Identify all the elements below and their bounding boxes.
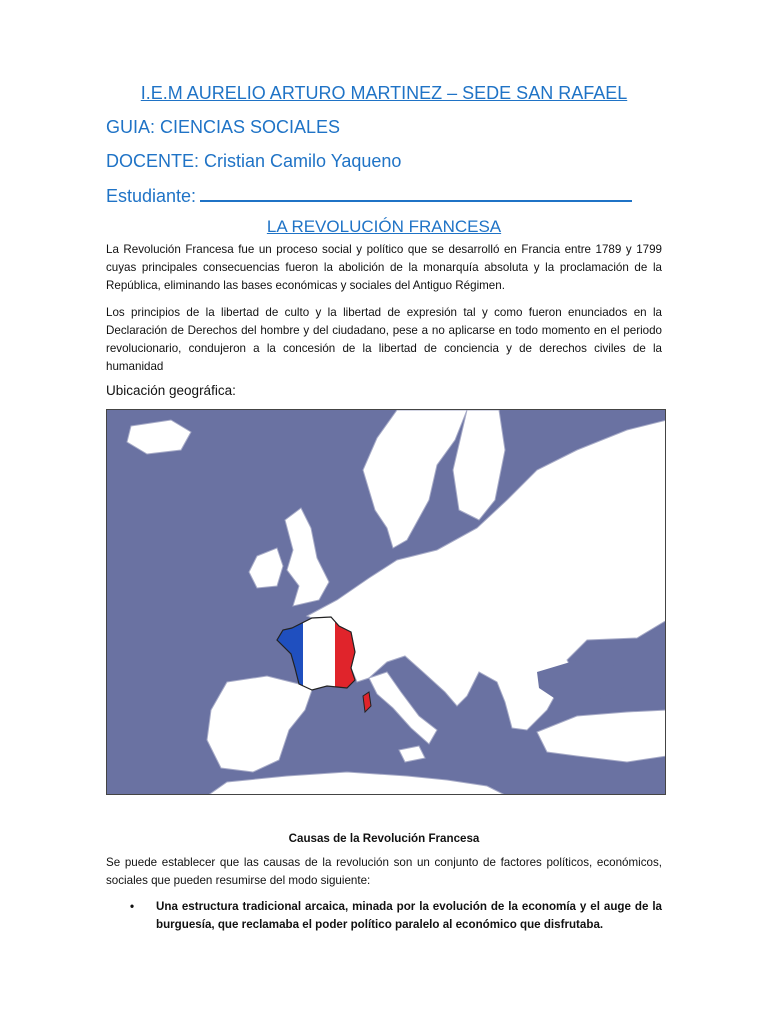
list-item-text: Una estructura tradicional arcaica, minada por la evolución de la economía y el auge de la burguesía, que reclamaba el poder político paralelo al económico que disfrutaba.: [156, 900, 662, 931]
student-label: Estudiante:: [106, 186, 197, 206]
europe-map: [106, 409, 666, 795]
location-label: Ubicación geográfica:: [106, 383, 236, 398]
institution-title: I.E.M AURELIO ARTURO MARTINEZ – SEDE SAN RAFAEL: [140, 83, 628, 103]
teacher-name: DOCENTE: Cristian Camilo Yaqueno: [106, 151, 402, 171]
intro-paragraph: La Revolución Francesa fue un proceso social y político que se desarrolló en Francia entre 1789 y 1799 cuyas principales consecuencias fueron la abolición de la monarquía absoluta y la proclamación de la República, eliminando las bases económicas y sociales del Antiguo Régimen.: [106, 243, 662, 292]
student-blank-line: [200, 183, 632, 202]
list-item: [130, 898, 662, 934]
document-title: LA REVOLUCIÓN FRANCESA: [266, 217, 502, 236]
bullet-icon: •: [130, 900, 135, 913]
causes-intro: Se puede establecer que las causas de la revolución son un conjunto de factores políticos, económicos, sociales que pueden resumirse del modo siguiente:: [106, 856, 662, 887]
causes-title: Causas de la Revolución Francesa: [288, 832, 480, 845]
student-field: [106, 183, 632, 207]
principles-paragraph: Los principios de la libertad de culto y la libertad de expresión tal y como fueron enunciados en la Declaración de Derechos del hombre y del ciudadano, pese a no aplicarse en todo momento en el periodo revolucionario, condujeron a la concesión de la libertad de conciencia y de derechos civiles de la humanidad: [106, 306, 662, 373]
guide-subject: GUIA: CIENCIAS SOCIALES: [106, 117, 341, 137]
